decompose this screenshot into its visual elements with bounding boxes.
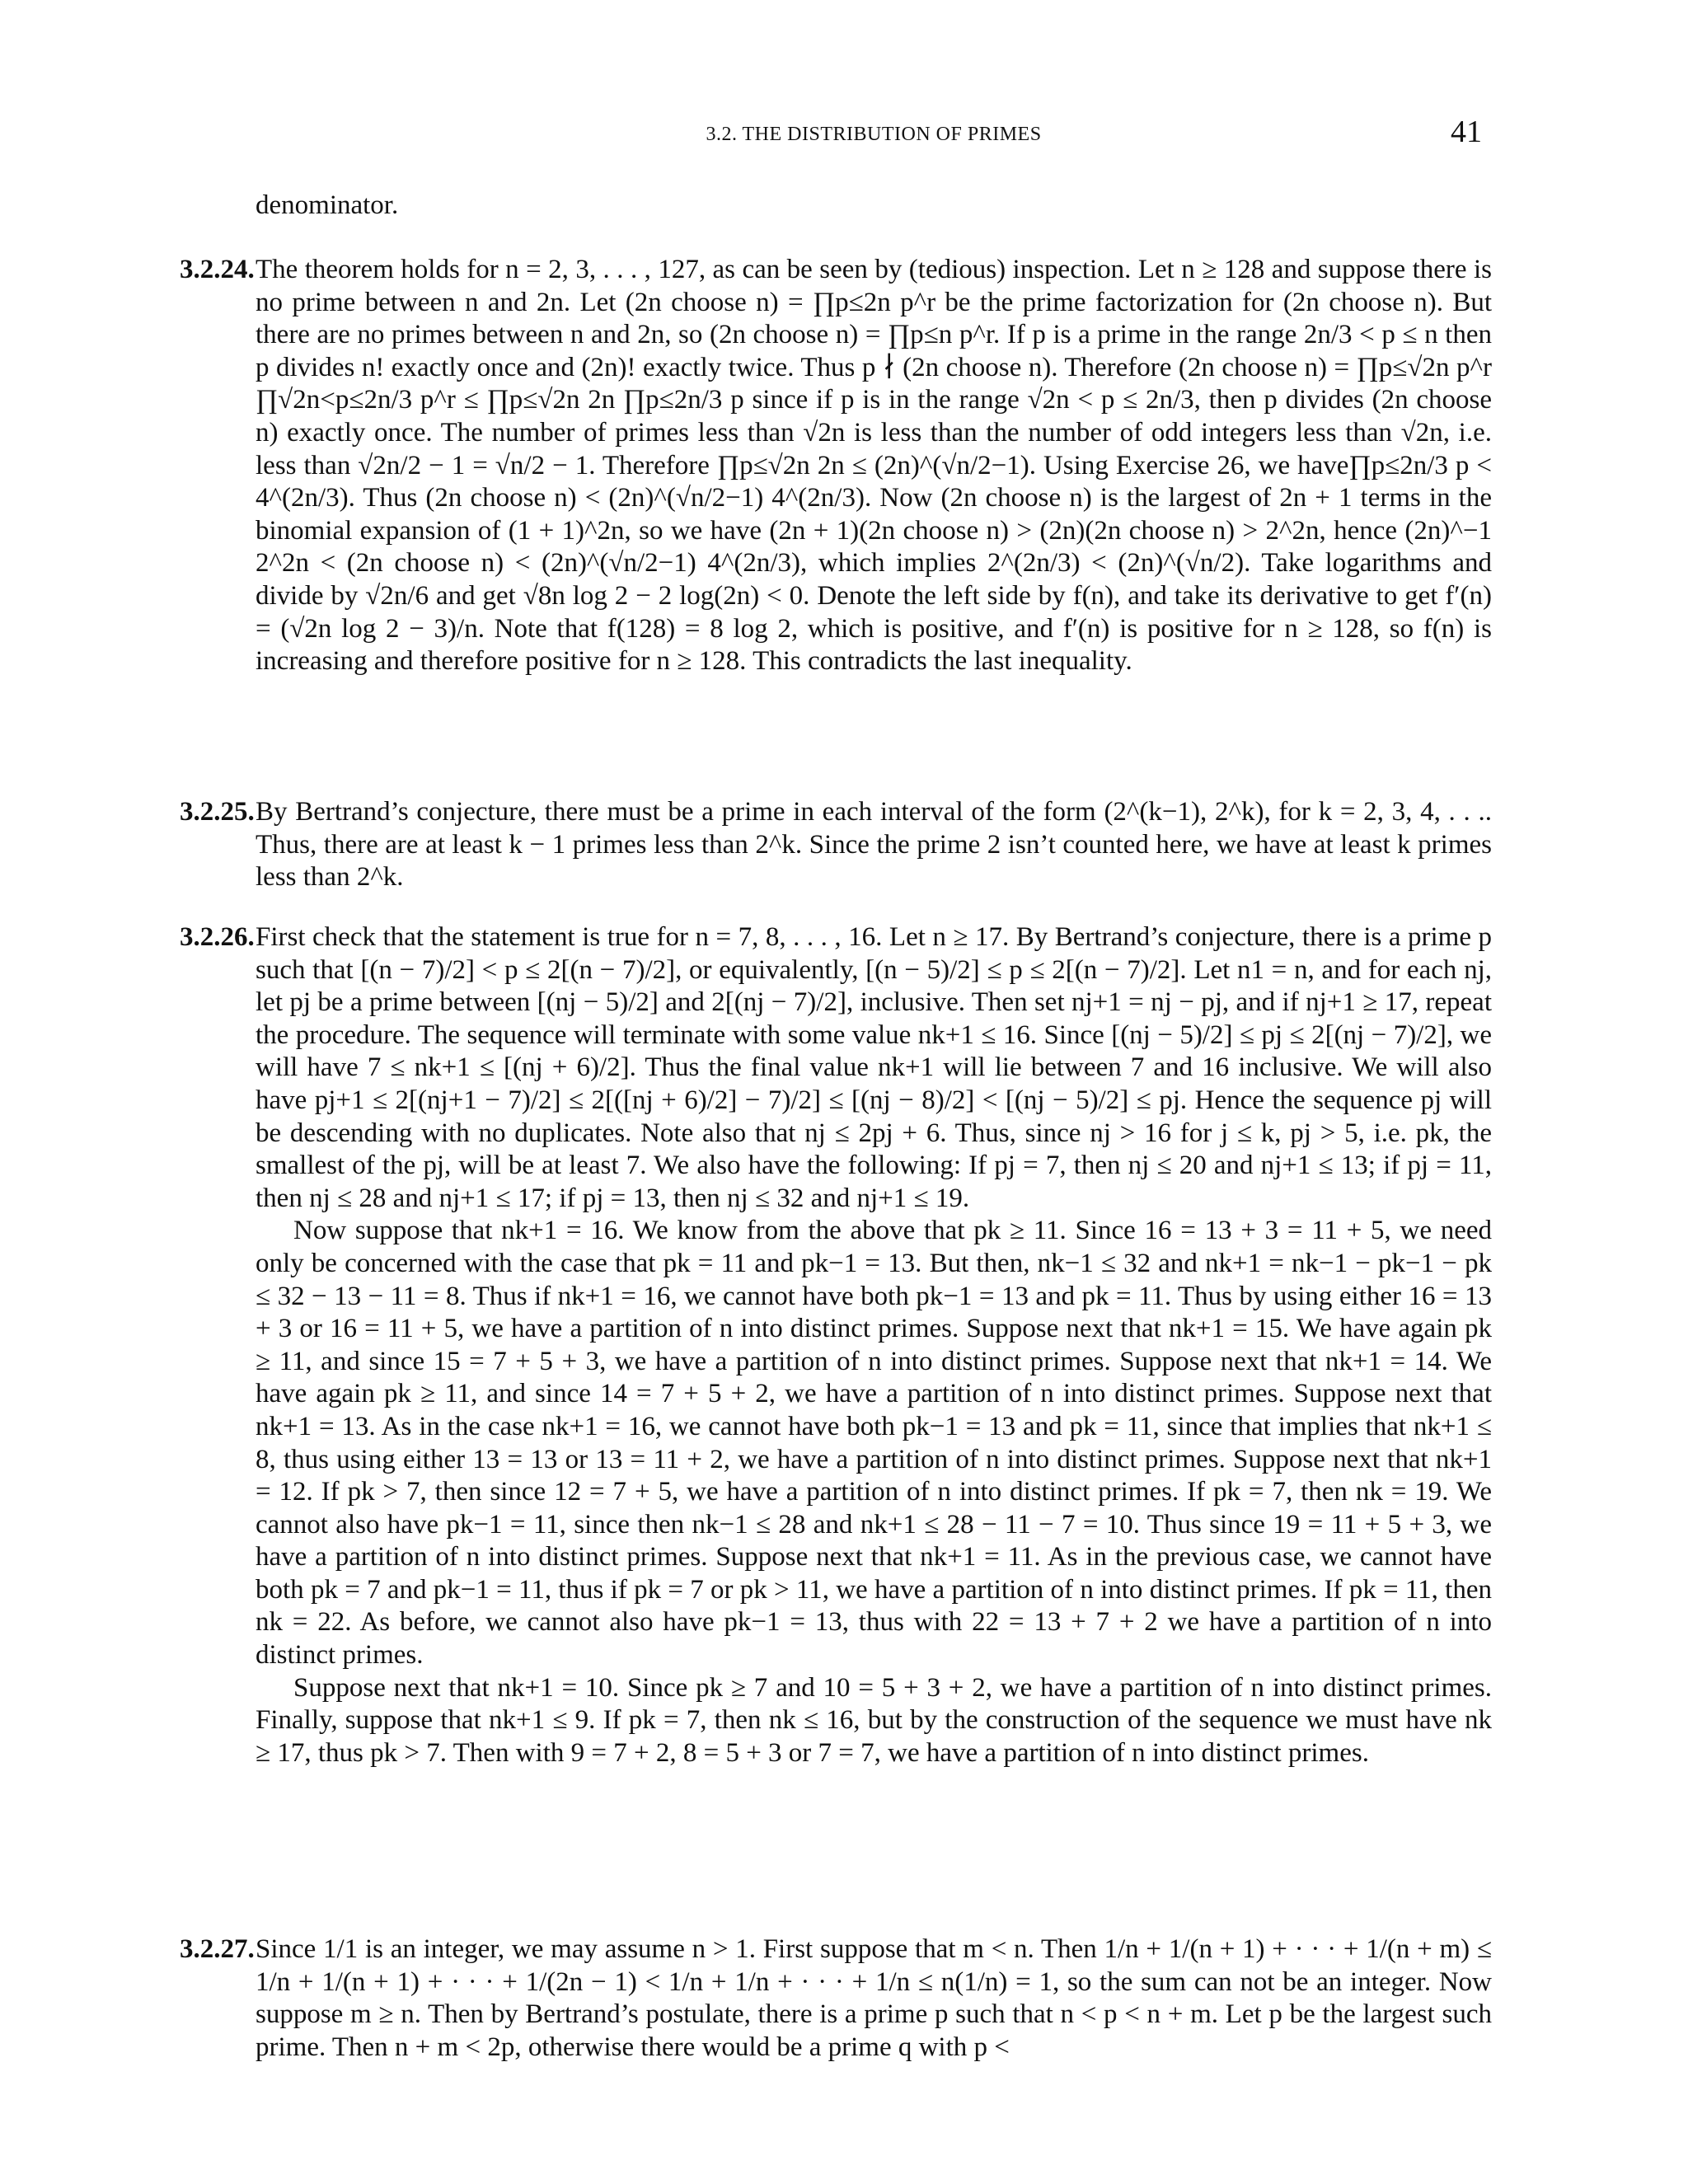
solution-3-2-27 xyxy=(180,1933,1492,2064)
continuation-text xyxy=(256,190,1492,223)
solution-label: 3.2.24. xyxy=(180,255,255,284)
solution-3-2-25 xyxy=(180,796,1492,894)
solution-paragraph: Since 1/1 is an integer, we may assume n > 1. First suppose that m < n. Then 1/n + 1/(n + 1) + · · · + 1/(n + m) ≤ 1/n + 1/(n + 1) + · · · + 1/(2n − 1) < 1/n + 1/n + · · · + 1/n ≤ n(1/n) = 1, so the sum can not be an integer. Now suppose m ≥ n. Then by Bertrand’s postulate, there is a prime p such that n < p < n + m. Let p be the largest such prime. Then n + m < 2p, otherwise there would be a prime q with p < xyxy=(256,1934,1492,2062)
solution-label: 3.2.26. xyxy=(180,922,255,952)
solution-paragraph: The theorem holds for n = 2, 3, . . . , 127, as can be seen by (tedious) inspection. Let n ≥ 128 and suppose there is no prime between n and 2n. Let (2n choose n) = ∏p≤2n p^r be the prime factorization for (2n choose n). But there are no primes between n and 2n, so (2n choose n) = ∏p≤n p^r. If p is a prime in the range 2n/3 < p ≤ n then p divides n! exactly once and (2n)! exactly twice. Thus p ∤ (2n choose n). Therefore (2n choose n) = ∏p≤√2n p^r ∏√2n<p≤2n/3 p^r ≤ ∏p≤√2n 2n ∏p≤2n/3 p since if p is in the range √2n < p ≤ 2n/3, then p divides (2n choose n) exactly once. The number of primes less than √2n is less than the number of odd integers less than √2n, i.e. less than √2n/2 − 1 = √n/2 − 1. Therefore ∏p≤√2n 2n ≤ (2n)^(√n/2−1). Using Exercise 26, we have∏p≤2n/3 p < 4^(2n/3). Thus (2n choose n) < (2n)^(√n/2−1) 4^(2n/3). Now (2n choose n) is the largest of 2n + 1 terms in the binomial expansion of (1 + 1)^2n, so we have (2n + 1)(2n choose n) > (2n)(2n choose n) > 2^2n, hence (2n)^−1 2^2n < (2n choose n) < (2n)^(√n/2−1) 4^(2n/3), which implies 2^(2n/3) < (2n)^(√n/2). Take logarithms and divide by √2n/6 and get √8n log 2 − 2 log(2n) < 0. Denote the left side by f(n), and take its derivative to get f′(n) = (√2n log 2 − 3)/n. Note that f(128) = 8 log 2, which is positive, and f′(n) is positive for n ≥ 128, so f(n) is increasing and therefore positive for n ≥ 128. This contradicts the last inequality. xyxy=(256,255,1492,677)
solution-paragraph: First check that the statement is true for n = 7, 8, . . . , 16. Let n ≥ 17. By Bertrand’s conjecture, there is a prime p such that [(n − 7)/2] < p ≤ 2[(n − 7)/2], or equivalently, [(n − 5)/2] ≤ p ≤ 2[(n − 7)/2]. Let n1 = n, and for each nj, let pj be a prime between [(nj − 5)/2] and 2[(nj − 7)/2], inclusive. Then set nj+1 = nj − pj, and if nj+1 ≥ 17, repeat the procedure. The sequence will terminate with some value nk+1 ≤ 16. Since [(nj − 5)/2] ≤ pj ≤ 2[(nj − 7)/2], we will have 7 ≤ nk+1 ≤ [(nj + 6)/2]. Thus the final value nk+1 will lie between 7 and 16 inclusive. We will also have pj+1 ≤ 2[(nj+1 − 7)/2] ≤ 2[([nj + 6)/2] − 7)/2] ≤ [(nj − 8)/2] < [(nj − 5)/2] ≤ pj. Hence the sequence pj will be descending with no duplicates. Note also that nj ≤ 2pj + 6. Thus, since nj > 16 for j ≤ k, pj > 5, i.e. pk, the smallest of the pj, will be at least 7. We also have the following: If pj = 7, then nj ≤ 20 and nj+1 ≤ 13; if pj = 11, then nj ≤ 28 and nj+1 ≤ 17; if pj = 13, then nj ≤ 32 and nj+1 ≤ 19. xyxy=(256,922,1492,1213)
paragraph: denominator. xyxy=(256,190,399,220)
solution-label: 3.2.27. xyxy=(180,1934,255,1964)
solution-paragraph: Suppose next that nk+1 = 10. Since pk ≥ 7 and 10 = 5 + 3 + 2, we have a partition of n into distinct primes. Finally, suppose that nk+1 ≤ 9. If pk = 7, then nk ≤ 16, but by the construction of the sequence we must have nk ≥ 17, thus pk > 7. Then with 9 = 7 + 2, 8 = 5 + 3 or 7 = 7, we have a partition of n into distinct primes. xyxy=(256,1672,1492,1768)
solution-label: 3.2.25. xyxy=(180,797,255,827)
page-number: 41 xyxy=(1451,115,1482,149)
solution-3-2-26 xyxy=(180,921,1492,1769)
solution-paragraph: By Bertrand’s conjecture, there must be a prime in each interval of the form (2^(k−1), 2^k), for k = 2, 3, 4, . . .. Thus, there are at least k − 1 primes less than 2^k. Since the prime 2 isn’t counted here, we have at least k primes less than 2^k. xyxy=(256,797,1492,893)
solution-3-2-24 xyxy=(180,254,1492,678)
running-head: 3.2. THE DISTRIBUTION OF PRIMES xyxy=(706,124,1042,145)
solution-paragraph: Now suppose that nk+1 = 16. We know from the above that pk ≥ 11. Since 16 = 13 + 3 = 11 + 5, we need only be concerned with the case that pk = 11 and pk−1 = 13. But then, nk−1 ≤ 32 and nk+1 = nk−1 − pk−1 − pk ≤ 32 − 13 − 11 = 8. Thus if nk+1 = 16, we cannot have both pk−1 = 13 and pk = 11. Thus by using either 16 = 13 + 3 or 16 = 11 + 5, we have a partition of n into distinct primes. Suppose next that nk+1 = 15. We have again pk ≥ 11, and since 15 = 7 + 5 + 3, we have a partition of n into distinct primes. Suppose next that nk+1 = 14. We have again pk ≥ 11, and since 14 = 7 + 5 + 2, we have a partition of n into distinct primes. Suppose next that nk+1 = 13. As in the case nk+1 = 16, we cannot have both pk−1 = 13 and pk = 11, since that implies that nk+1 ≤ 8, thus using either 13 = 13 or 13 = 11 + 2, we have a partition of n into distinct primes. Suppose next that nk+1 = 12. If pk > 7, then since 12 = 7 + 5, we have a partition of n into distinct primes. If pk = 7, then nk = 19. We cannot also have pk−1 = 11, since then nk−1 ≤ 28 and nk+1 ≤ 28 − 11 − 7 = 10. Thus since 19 = 11 + 5 + 3, we have a partition of n into distinct primes. Suppose next that nk+1 = 11. As in the previous case, we cannot have both pk = 7 and pk−1 = 11, thus if pk = 7 or pk > 11, we have a partition of n into distinct primes. If pk = 11, then nk = 22. As before, we cannot also have pk−1 = 13, thus with 22 = 13 + 7 + 2 we have a partition of n into distinct primes. xyxy=(256,1216,1492,1671)
